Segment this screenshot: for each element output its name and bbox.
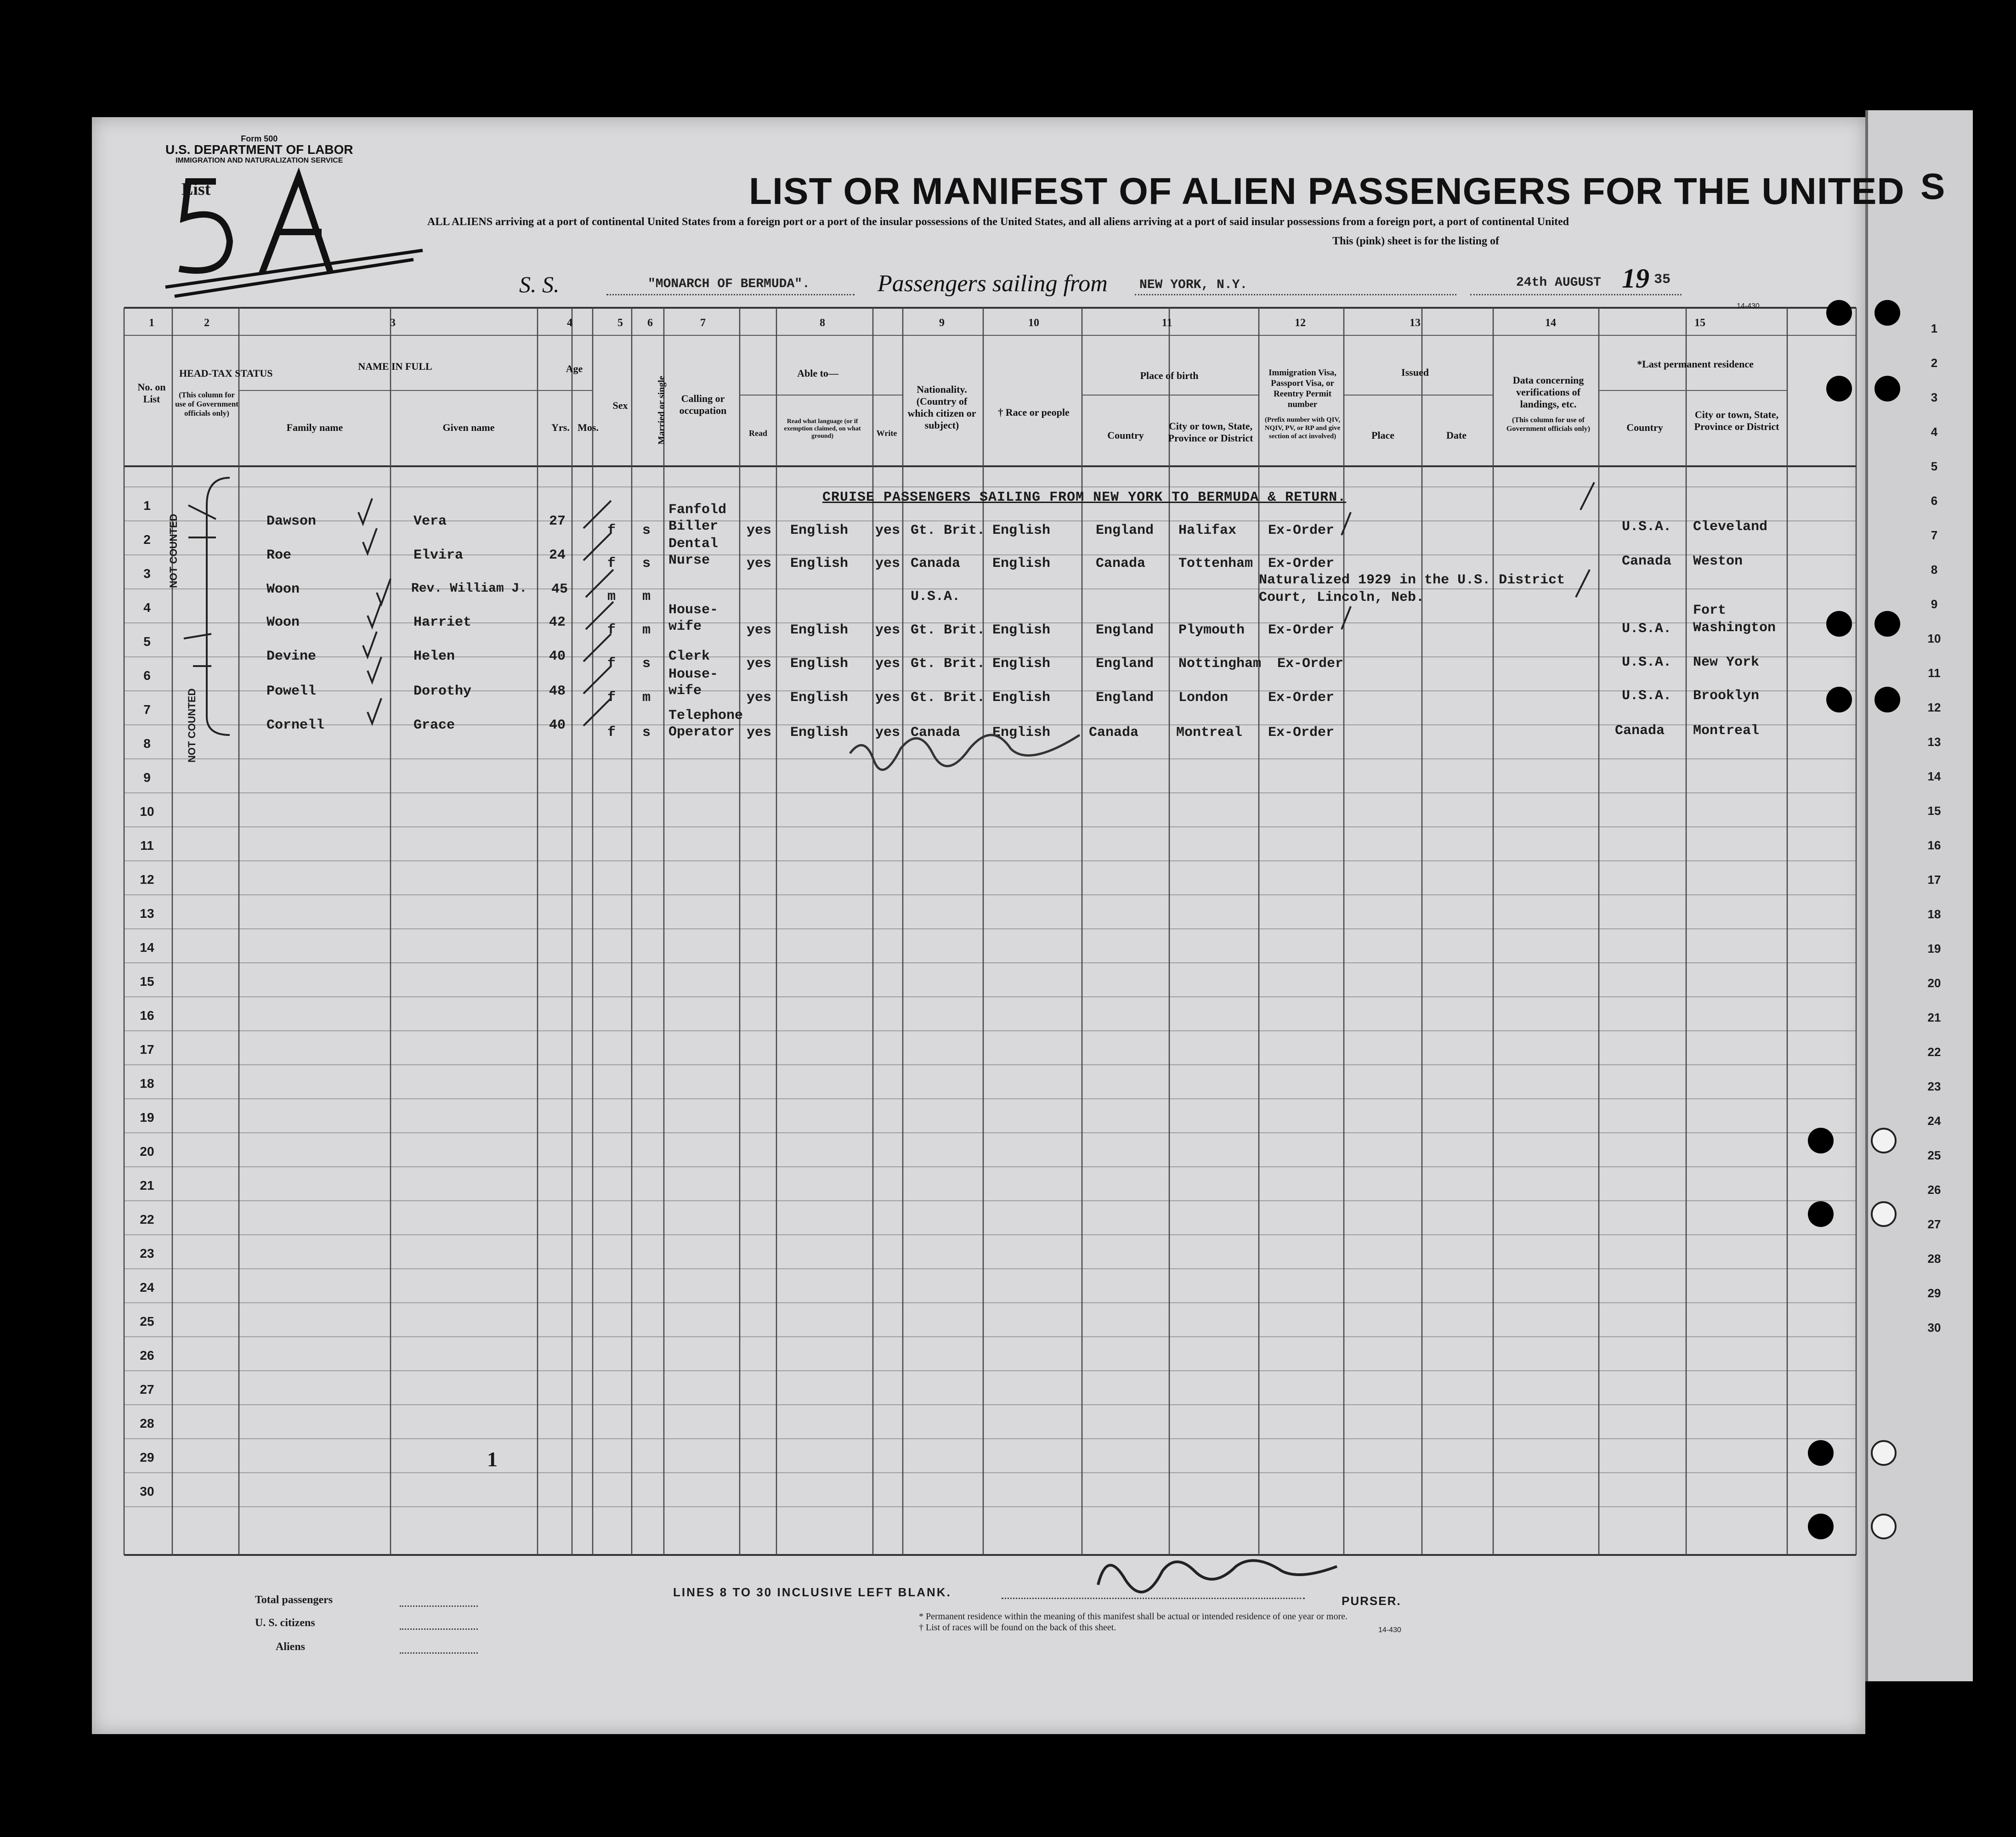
department-subname: IMMIGRATION AND NATURALIZATION SERVICE <box>176 157 343 164</box>
race: English <box>992 622 1051 638</box>
column-number: 5 <box>617 317 623 329</box>
column-number: 7 <box>700 317 706 329</box>
sailing-label: Passengers sailing from <box>878 271 1108 297</box>
occupation: Clerk <box>668 649 710 664</box>
age-years: 24 <box>549 548 566 563</box>
age-years: 27 <box>549 514 566 529</box>
birth-city: Nottingham <box>1178 656 1262 672</box>
marital-status: m <box>642 690 651 706</box>
row-number: 17 <box>140 1042 154 1057</box>
col-marital: Married or single <box>657 376 667 445</box>
race: English <box>992 523 1051 538</box>
visa: Ex-Order <box>1268 622 1335 638</box>
col-no-on-list: No. on List <box>137 381 166 405</box>
read-language: English <box>790 725 849 740</box>
form-number: Form 500 <box>241 134 278 143</box>
row-number: 14 <box>140 940 154 955</box>
right-sheet-row-number: 27 <box>1927 1217 1941 1231</box>
residence-country: U.S.A. <box>1622 519 1672 535</box>
row-number: 9 <box>143 770 151 785</box>
residence-city: Weston <box>1693 554 1743 569</box>
residence-country: Canada <box>1622 554 1672 569</box>
binder-hole <box>1871 1514 1897 1539</box>
row-number: 15 <box>140 974 154 989</box>
right-sheet-row-number: 8 <box>1931 563 1938 577</box>
sex: f <box>607 622 616 638</box>
right-sheet-row-number: 15 <box>1927 804 1941 818</box>
occupation: Dental Nurse <box>668 536 719 568</box>
ship-name: "MONARCH OF BERMUDA". <box>648 277 810 291</box>
sex: f <box>607 690 616 706</box>
right-sheet-row-number: 14 <box>1927 769 1941 783</box>
can-write: yes <box>875 690 900 706</box>
binder-hole <box>1826 300 1852 326</box>
col-nationality: Nationality. (Country of which citizen or subject) <box>907 384 976 431</box>
head-tax-stamp: NOT COUNTED <box>186 688 198 763</box>
right-sheet-row-number: 23 <box>1927 1080 1941 1093</box>
can-read: yes <box>747 556 772 571</box>
footnote-residence: * Permanent residence within the meaning of this manifest shall be actual or intended residence of one year or more. <box>919 1611 1348 1622</box>
lines-left-blank: LINES 8 TO 30 INCLUSIVE LEFT BLANK. <box>673 1585 951 1599</box>
can-read: yes <box>747 622 772 638</box>
family-name: Dawson <box>266 514 317 529</box>
given-name: Grace <box>413 718 455 733</box>
right-sheet-row-number: 13 <box>1927 735 1941 749</box>
birth-country: Canada <box>1089 725 1139 740</box>
sex: f <box>607 656 616 672</box>
birth-country: Canada <box>1096 556 1146 571</box>
occupation: Telephone Operator <box>668 708 743 740</box>
col-head-tax: HEAD-TAX STATUS <box>179 367 273 379</box>
column-number: 9 <box>939 317 945 329</box>
family-name: Roe <box>266 548 292 563</box>
col-issued: Issued <box>1401 367 1429 378</box>
row-number: 28 <box>140 1416 154 1430</box>
binder-hole <box>1871 1201 1897 1227</box>
occupation: House-wife <box>668 602 719 634</box>
visa: Ex-Order <box>1268 523 1335 538</box>
ss-label: S. S. <box>519 271 560 297</box>
col-visa: Immigration Visa, Passport Visa, or Reentry Permit number <box>1268 368 1336 409</box>
row-number: 26 <box>140 1348 154 1362</box>
residence-city: Cleveland <box>1693 519 1768 535</box>
right-sheet-row-number: 2 <box>1931 356 1938 370</box>
row-number: 20 <box>140 1144 154 1159</box>
row-number: 30 <box>140 1484 154 1498</box>
col-able-to: Able to— <box>797 367 838 379</box>
form-code-bottom: 14-430 <box>1378 1626 1401 1634</box>
column-number: 10 <box>1028 317 1039 329</box>
row-number: 4 <box>143 600 151 615</box>
can-write: yes <box>875 656 900 672</box>
can-read: yes <box>747 656 772 672</box>
list-label: List <box>181 180 211 199</box>
visa: Ex-Order <box>1268 725 1335 740</box>
column-number: 1 <box>149 317 154 329</box>
right-sheet-row-number: 30 <box>1927 1321 1941 1334</box>
nationality: Gt. Brit. <box>911 656 985 672</box>
department-name: U.S. DEPARTMENT OF LABOR <box>165 142 353 157</box>
manifest-title: LIST OR MANIFEST OF ALIEN PASSENGERS FOR THE UNITED <box>749 170 1905 212</box>
given-name: Dorothy <box>413 684 472 699</box>
aliens-line <box>400 1652 478 1654</box>
col-sex: Sex <box>612 400 628 411</box>
page-mark: 1 <box>487 1447 498 1471</box>
column-number: 14 <box>1545 317 1556 329</box>
residence-country: U.S.A. <box>1622 621 1672 637</box>
column-number: 15 <box>1694 317 1705 329</box>
right-sheet-row-number: 6 <box>1931 494 1938 508</box>
total-passengers-label: Total passengers <box>255 1594 333 1606</box>
race: English <box>992 656 1051 672</box>
residence-city: Montreal <box>1693 723 1760 739</box>
visa: Ex-Order <box>1277 656 1344 672</box>
binder-hole <box>1871 1128 1897 1153</box>
birth-city: Montreal <box>1176 725 1243 740</box>
col-given-name: Given name <box>442 422 495 433</box>
occupation: Fanfold Biller <box>668 502 727 534</box>
nationality: Gt. Brit. <box>911 690 985 706</box>
given-name: Elvira <box>413 548 464 563</box>
row-number: 12 <box>140 872 154 887</box>
col-write: Write <box>876 429 897 438</box>
can-write: yes <box>875 725 900 740</box>
column-number: 13 <box>1410 317 1421 329</box>
row-number: 16 <box>140 1008 154 1023</box>
row-number: 2 <box>143 532 151 547</box>
row-number: 23 <box>140 1246 154 1260</box>
col-birth-country: Country <box>1107 430 1144 441</box>
col-verifications: Data concerning verifications of landings, etc. <box>1512 374 1584 410</box>
column-number: 4 <box>567 317 572 329</box>
family-name: Woon <box>266 615 300 630</box>
year-prefix: 19 <box>1622 263 1649 294</box>
binder-hole <box>1826 376 1852 401</box>
marital-status: m <box>642 589 651 605</box>
race: English <box>992 690 1051 706</box>
read-language: English <box>790 656 849 672</box>
right-sheet-row-number: 1 <box>1931 322 1938 335</box>
row-number: 7 <box>143 702 151 717</box>
col-last-residence: *Last permanent residence <box>1637 358 1754 370</box>
row-number: 29 <box>140 1450 154 1464</box>
age-years: 40 <box>549 718 566 733</box>
residence-country: Canada <box>1615 723 1665 739</box>
nationality: Canada <box>911 725 961 740</box>
family-name: Devine <box>266 649 317 664</box>
column-number: 11 <box>1161 317 1172 329</box>
can-write: yes <box>875 622 900 638</box>
cruise-banner: CRUISE PASSENGERS SAILING FROM NEW YORK TO BERMUDA & RETURN. <box>822 490 1347 505</box>
column-number: 8 <box>820 317 825 329</box>
right-sheet-row-number: 3 <box>1931 390 1938 404</box>
binder-hole <box>1826 611 1852 637</box>
sex: m <box>607 589 616 605</box>
occupation: House-wife <box>668 667 719 699</box>
race: English <box>992 556 1051 571</box>
col-calling: Calling or occupation <box>679 393 727 416</box>
binder-hole <box>1874 376 1900 401</box>
manifest-subtitle-pink: This (pink) sheet is for the listing of <box>1332 235 1499 247</box>
read-language: English <box>790 690 849 706</box>
binder-hole <box>1871 1440 1897 1466</box>
right-sheet-row-number: 9 <box>1931 597 1938 611</box>
sex: f <box>607 523 616 538</box>
col-name-in-full: NAME IN FULL <box>358 361 432 372</box>
age-years: 40 <box>549 649 566 664</box>
head-tax-stamp: NOT COUNTED <box>168 514 179 588</box>
row-number: 5 <box>143 634 151 649</box>
column-number: 3 <box>390 317 396 329</box>
residence-country: U.S.A. <box>1622 655 1672 670</box>
right-sheet-row-number: 17 <box>1927 873 1941 887</box>
binder-hole <box>1874 687 1900 712</box>
birth-city: London <box>1178 690 1229 706</box>
row-number: 21 <box>140 1178 154 1193</box>
given-name: Vera <box>413 514 447 529</box>
row-number: 18 <box>140 1076 154 1091</box>
right-sheet-row-number: 7 <box>1931 528 1938 542</box>
right-sheet-row-number: 28 <box>1927 1252 1941 1266</box>
visa: Ex-Order <box>1268 556 1335 571</box>
col-age: Age <box>566 363 583 374</box>
right-sheet-row-number: 26 <box>1927 1183 1941 1197</box>
row-number: 25 <box>140 1314 154 1328</box>
read-language: English <box>790 622 849 638</box>
family-name: Powell <box>266 684 317 699</box>
marital-status: m <box>642 622 651 638</box>
col-race: † Race or people <box>998 407 1070 418</box>
sailing-date: 24th AUGUST <box>1516 276 1601 290</box>
binder-hole <box>1874 300 1900 326</box>
adjacent-sheet-title: S <box>1920 166 1945 207</box>
binder-hole <box>1826 687 1852 712</box>
marital-status: s <box>642 725 651 740</box>
manifest-subtitle: ALL ALIENS arriving at a port of continental United States from a foreign port or a port of the insular possessions of the United States, and all aliens arriving at a port of said insular possessions from a foreign port, a port of continental United <box>427 216 1569 228</box>
can-write: yes <box>875 556 900 571</box>
right-sheet-row-number: 22 <box>1927 1045 1941 1059</box>
binder-hole <box>1808 1201 1834 1227</box>
naturalization-note: Naturalized 1929 in the U.S. District Court, Lincoln, Neb. <box>1259 572 1565 605</box>
row-number: 8 <box>143 736 151 751</box>
total-passengers-line <box>400 1605 478 1607</box>
birth-country: England <box>1096 622 1154 638</box>
residence-city: Brooklyn <box>1693 688 1760 704</box>
right-sheet-row-number: 29 <box>1927 1286 1941 1300</box>
column-number: 2 <box>204 317 210 329</box>
sex: f <box>607 725 616 740</box>
age-years: 48 <box>549 684 566 699</box>
can-read: yes <box>747 523 772 538</box>
col-age-mos: Mos. <box>578 422 599 433</box>
col-visa-note: (Prefix number with QIV, NQIV, PV, or RP and give section of act involved) <box>1264 416 1341 440</box>
can-write: yes <box>875 523 900 538</box>
birth-country: England <box>1096 523 1154 538</box>
given-name: Harriet <box>413 615 472 630</box>
row-number: 1 <box>143 498 151 513</box>
col-issued-date: Date <box>1446 430 1467 441</box>
read-language: English <box>790 556 849 571</box>
port-of-departure: NEW YORK, N.Y. <box>1139 278 1248 292</box>
birth-city: Tottenham <box>1178 556 1253 571</box>
marital-status: s <box>642 556 651 571</box>
birth-city: Plymouth <box>1178 622 1245 638</box>
nationality: Canada <box>911 556 961 571</box>
col-place-of-birth: Place of birth <box>1140 370 1199 381</box>
age-years: 45 <box>551 582 568 597</box>
right-sheet-row-number: 19 <box>1927 942 1941 955</box>
can-read: yes <box>747 725 772 740</box>
aliens-label: Aliens <box>276 1641 306 1653</box>
purser-label: PURSER. <box>1342 1594 1401 1608</box>
right-sheet-row-number: 21 <box>1927 1011 1941 1024</box>
row-number: 27 <box>140 1382 154 1396</box>
right-sheet-row-number: 24 <box>1927 1114 1941 1128</box>
us-citizens-line <box>400 1628 478 1630</box>
col-birth-city: City or town, State, Province or District <box>1168 420 1253 444</box>
col-read: Read <box>749 429 767 438</box>
binder-hole <box>1874 611 1900 637</box>
col-family-name: Family name <box>286 422 343 433</box>
binder-hole <box>1808 1514 1834 1539</box>
nationality: Gt. Brit. <box>911 622 985 638</box>
col-read-language: Read what language (or if exemption claimed, on what ground) <box>784 418 861 440</box>
footnote-races: † List of races will be found on the back of this sheet. <box>919 1622 1116 1633</box>
residence-city: New York <box>1693 655 1760 670</box>
birth-country: England <box>1096 690 1154 706</box>
row-number: 6 <box>143 668 151 683</box>
column-number: 6 <box>647 317 653 329</box>
right-sheet-row-number: 18 <box>1927 907 1941 921</box>
year-suffix: 35 <box>1654 272 1671 288</box>
row-number: 11 <box>140 838 154 853</box>
sex: f <box>607 556 616 571</box>
right-sheet-row-number: 16 <box>1927 838 1941 852</box>
us-citizens-label: U. S. citizens <box>255 1617 315 1629</box>
col-res-country: Country <box>1626 422 1663 433</box>
nationality: U.S.A. <box>911 589 961 605</box>
given-name: Helen <box>413 649 455 664</box>
row-number: 10 <box>140 804 154 819</box>
right-sheet-row-number: 12 <box>1927 701 1941 714</box>
form-code-top: 14-430 <box>1737 302 1760 310</box>
marital-status: s <box>642 656 651 672</box>
right-sheet-row-number: 25 <box>1927 1148 1941 1162</box>
right-sheet-row-number: 4 <box>1931 425 1938 439</box>
col-age-yrs: Yrs. <box>551 422 570 433</box>
signature-line <box>1002 1598 1305 1599</box>
col-res-city: City or town, State, Province or District <box>1694 409 1779 432</box>
residence-city: Fort Washington <box>1693 603 1776 636</box>
row-number: 3 <box>143 566 151 581</box>
col-issued-place: Place <box>1371 430 1395 441</box>
birth-city: Halifax <box>1178 523 1237 538</box>
can-read: yes <box>747 690 772 706</box>
birth-country: England <box>1096 656 1154 672</box>
nationality: Gt. Brit. <box>911 523 985 538</box>
right-sheet-row-number: 10 <box>1927 632 1941 645</box>
row-number: 22 <box>140 1212 154 1227</box>
race: English <box>992 725 1051 740</box>
residence-country: U.S.A. <box>1622 688 1672 704</box>
right-sheet-row-number: 5 <box>1931 459 1938 473</box>
column-number: 12 <box>1295 317 1306 329</box>
age-years: 42 <box>549 615 566 630</box>
binder-hole <box>1808 1128 1834 1153</box>
given-name: Rev. William J. <box>411 582 527 596</box>
binder-hole <box>1808 1440 1834 1466</box>
row-number: 13 <box>140 906 154 921</box>
row-number: 19 <box>140 1110 154 1125</box>
right-sheet-row-number: 20 <box>1927 976 1941 990</box>
family-name: Woon <box>266 582 300 597</box>
visa: Ex-Order <box>1268 690 1335 706</box>
row-number: 24 <box>140 1280 154 1294</box>
read-language: English <box>790 523 849 538</box>
col-head-tax-note: (This column for use of Government officials only) <box>175 390 238 418</box>
right-sheet-row-number: 11 <box>1928 666 1941 680</box>
col-verifications-note: (This column for use of Government officials only) <box>1506 416 1591 433</box>
marital-status: s <box>642 523 651 538</box>
family-name: Cornell <box>266 718 325 733</box>
